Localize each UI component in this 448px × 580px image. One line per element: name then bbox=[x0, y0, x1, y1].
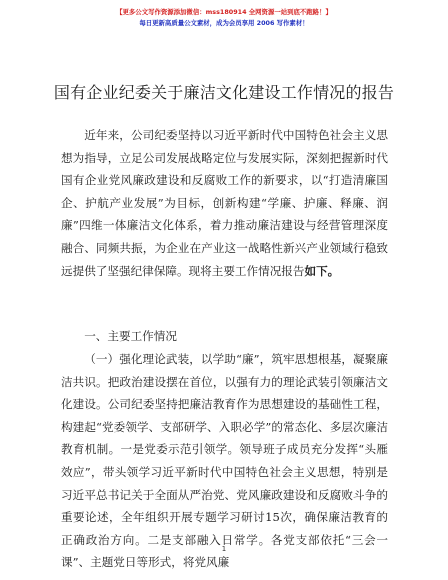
document-title: 国有企业纪委关于廉洁文化建设工作情况的报告 bbox=[53, 83, 395, 102]
subsection-1-paragraph: （一）强化理论武装，以学助“廉”，筑牢思想根基，凝聚廉洁共识。把政治建设摆在首位，以强有力的理论武装引领廉洁文化建设。公司纪委坚持把廉洁教育作为思想建设的基础性工程，构建起“党委领学、支部研学、入职必学”的常态化、多层次廉洁教育机制。一是党委示范引领学。领导班子成员充分发挥“头雁效应”，带头领学习近平新时代中国特色社会主义思想，特别是习近平总书记关于全面从严治党、党风廉政建设和反腐败斗争的重要论述，全年组织开展专题学习研讨15次，确保廉洁教育的正确政治方向。二是支部融入日常学。各党支部依托“三会一课”、主题党日等形式，将党风廉 bbox=[61, 352, 388, 570]
page-number: 1 bbox=[221, 545, 227, 553]
section-1-heading: 一、主要工作情况 bbox=[84, 329, 177, 343]
intro-paragraph-text: 近年来，公司纪委坚持以习近平新时代中国特色社会主义思想为指导，立足公司发展战略定位与发展实际，深刻把握新时代国有企业党风廉政建设和反腐败工作的新要求，以“打造清廉国企、护航产业发展”为目标，创新构建“学廉、护廉、释廉、润廉”四维一体廉洁文化体系，着力推动廉洁建设与经营管理深度融合、同频共振，为企业在产业这一战略性新兴产业领域行稳致远提供了坚强纪律保障。现将主要工作情况报告 bbox=[61, 128, 388, 278]
promo-banner bbox=[0, 7, 448, 29]
intro-paragraph-tail: 如下。 bbox=[304, 263, 340, 278]
intro-paragraph bbox=[61, 124, 388, 282]
subsection-1-block bbox=[61, 348, 388, 574]
section-1-heading-block bbox=[61, 325, 388, 348]
promo-banner-line-2: 每日更新高质量公文素材，成为会员享用 2006 写作素材！ bbox=[139, 19, 309, 27]
promo-banner-line-1: 【更多公文写作资源添加微信：mss180914 全网资源一站到底不跑路！】 bbox=[116, 8, 332, 16]
